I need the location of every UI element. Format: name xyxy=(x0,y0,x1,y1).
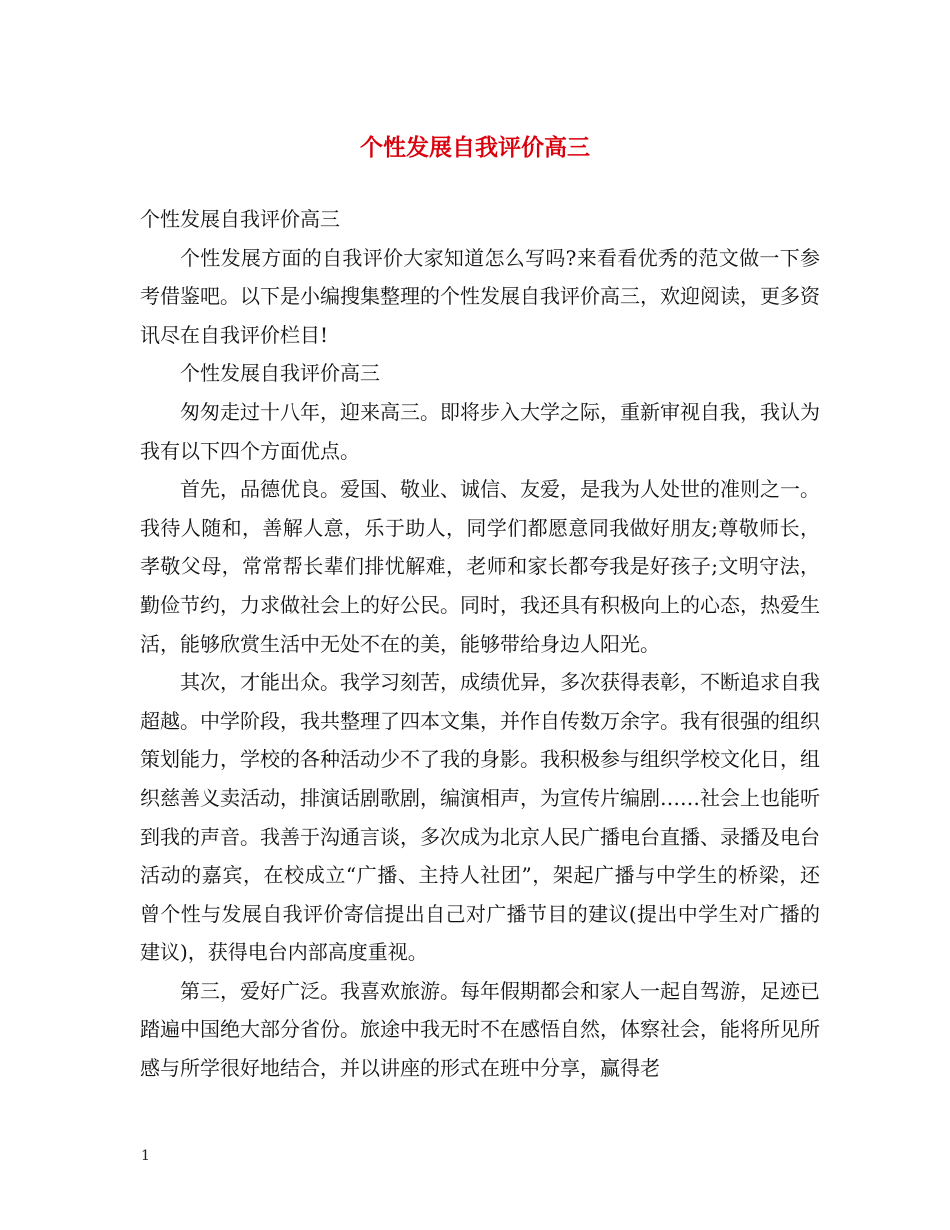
paragraph-talent: 其次，才能出众。我学习刻苦，成绩优异，多次获得表彰，不断追求自我超越。中学阶段，我共整理了四本文集，并作自传数万余字。我有很强的组织策划能力，学校的各种活动少不了我的身影。我积极参与组织学校文化日，组织慈善义卖活动，排演话剧歌剧，编演相声，为宣传片编剧……社会上也能听到我的声音。我善于沟通言谈，多次成为北京人民广播电台直播、录播及电台活动的嘉宾，在校成立“广播、主持人社团”，架起广播与中学生的桥梁，还曾个性与发展自我评价寄信提出自己对广播节目的建议(提出中学生对广播的建议)，获得电台内部高度重视。 xyxy=(140,670,820,965)
document-title: 个性发展自我评价高三 xyxy=(360,134,590,161)
paragraph-opening: 匆匆走过十八年，迎来高三。即将步入大学之际，重新审视自我，我认为我有以下四个方面优点。 xyxy=(140,399,820,463)
paragraph-character: 首先，品德优良。爱国、敬业、诚信、友爱，是我为人处世的准则之一。我待人随和，善解人意，乐于助人，同学们都愿意同我做好朋友;尊敬师长，孝敬父母，常常帮长辈们排忧解难，老师和家长都夸我是好孩子;文明守法，勤俭节约，力求做社会上的好公民。同时，我还具有积极向上的心态，热爱生活，能够欣赏生活中无处不在的美，能够带给身边人阳光。 xyxy=(140,477,820,656)
paragraph-hobbies: 第三，爱好广泛。我喜欢旅游。每年假期都会和家人一起自驾游，足迹已踏遍中国绝大部分省份。旅途中我无时不在感悟自然，体察社会，能将所见所感与所学很好地结合，并以讲座的形式在班中分享，赢得老 xyxy=(140,978,820,1081)
document-body xyxy=(140,200,820,1088)
paragraph-intro: 个性发展方面的自我评价大家知道怎么写吗?来看看优秀的范文做一下参考借鉴吧。以下是小编搜集整理的个性发展自我评价高三，欢迎阅读，更多资讯尽在自我评价栏目! xyxy=(140,245,820,347)
page-number: 1 xyxy=(141,1148,150,1164)
paragraph-heading: 个性发展自我评价高三 xyxy=(140,207,340,231)
paragraph-subheading: 个性发展自我评价高三 xyxy=(180,361,380,386)
